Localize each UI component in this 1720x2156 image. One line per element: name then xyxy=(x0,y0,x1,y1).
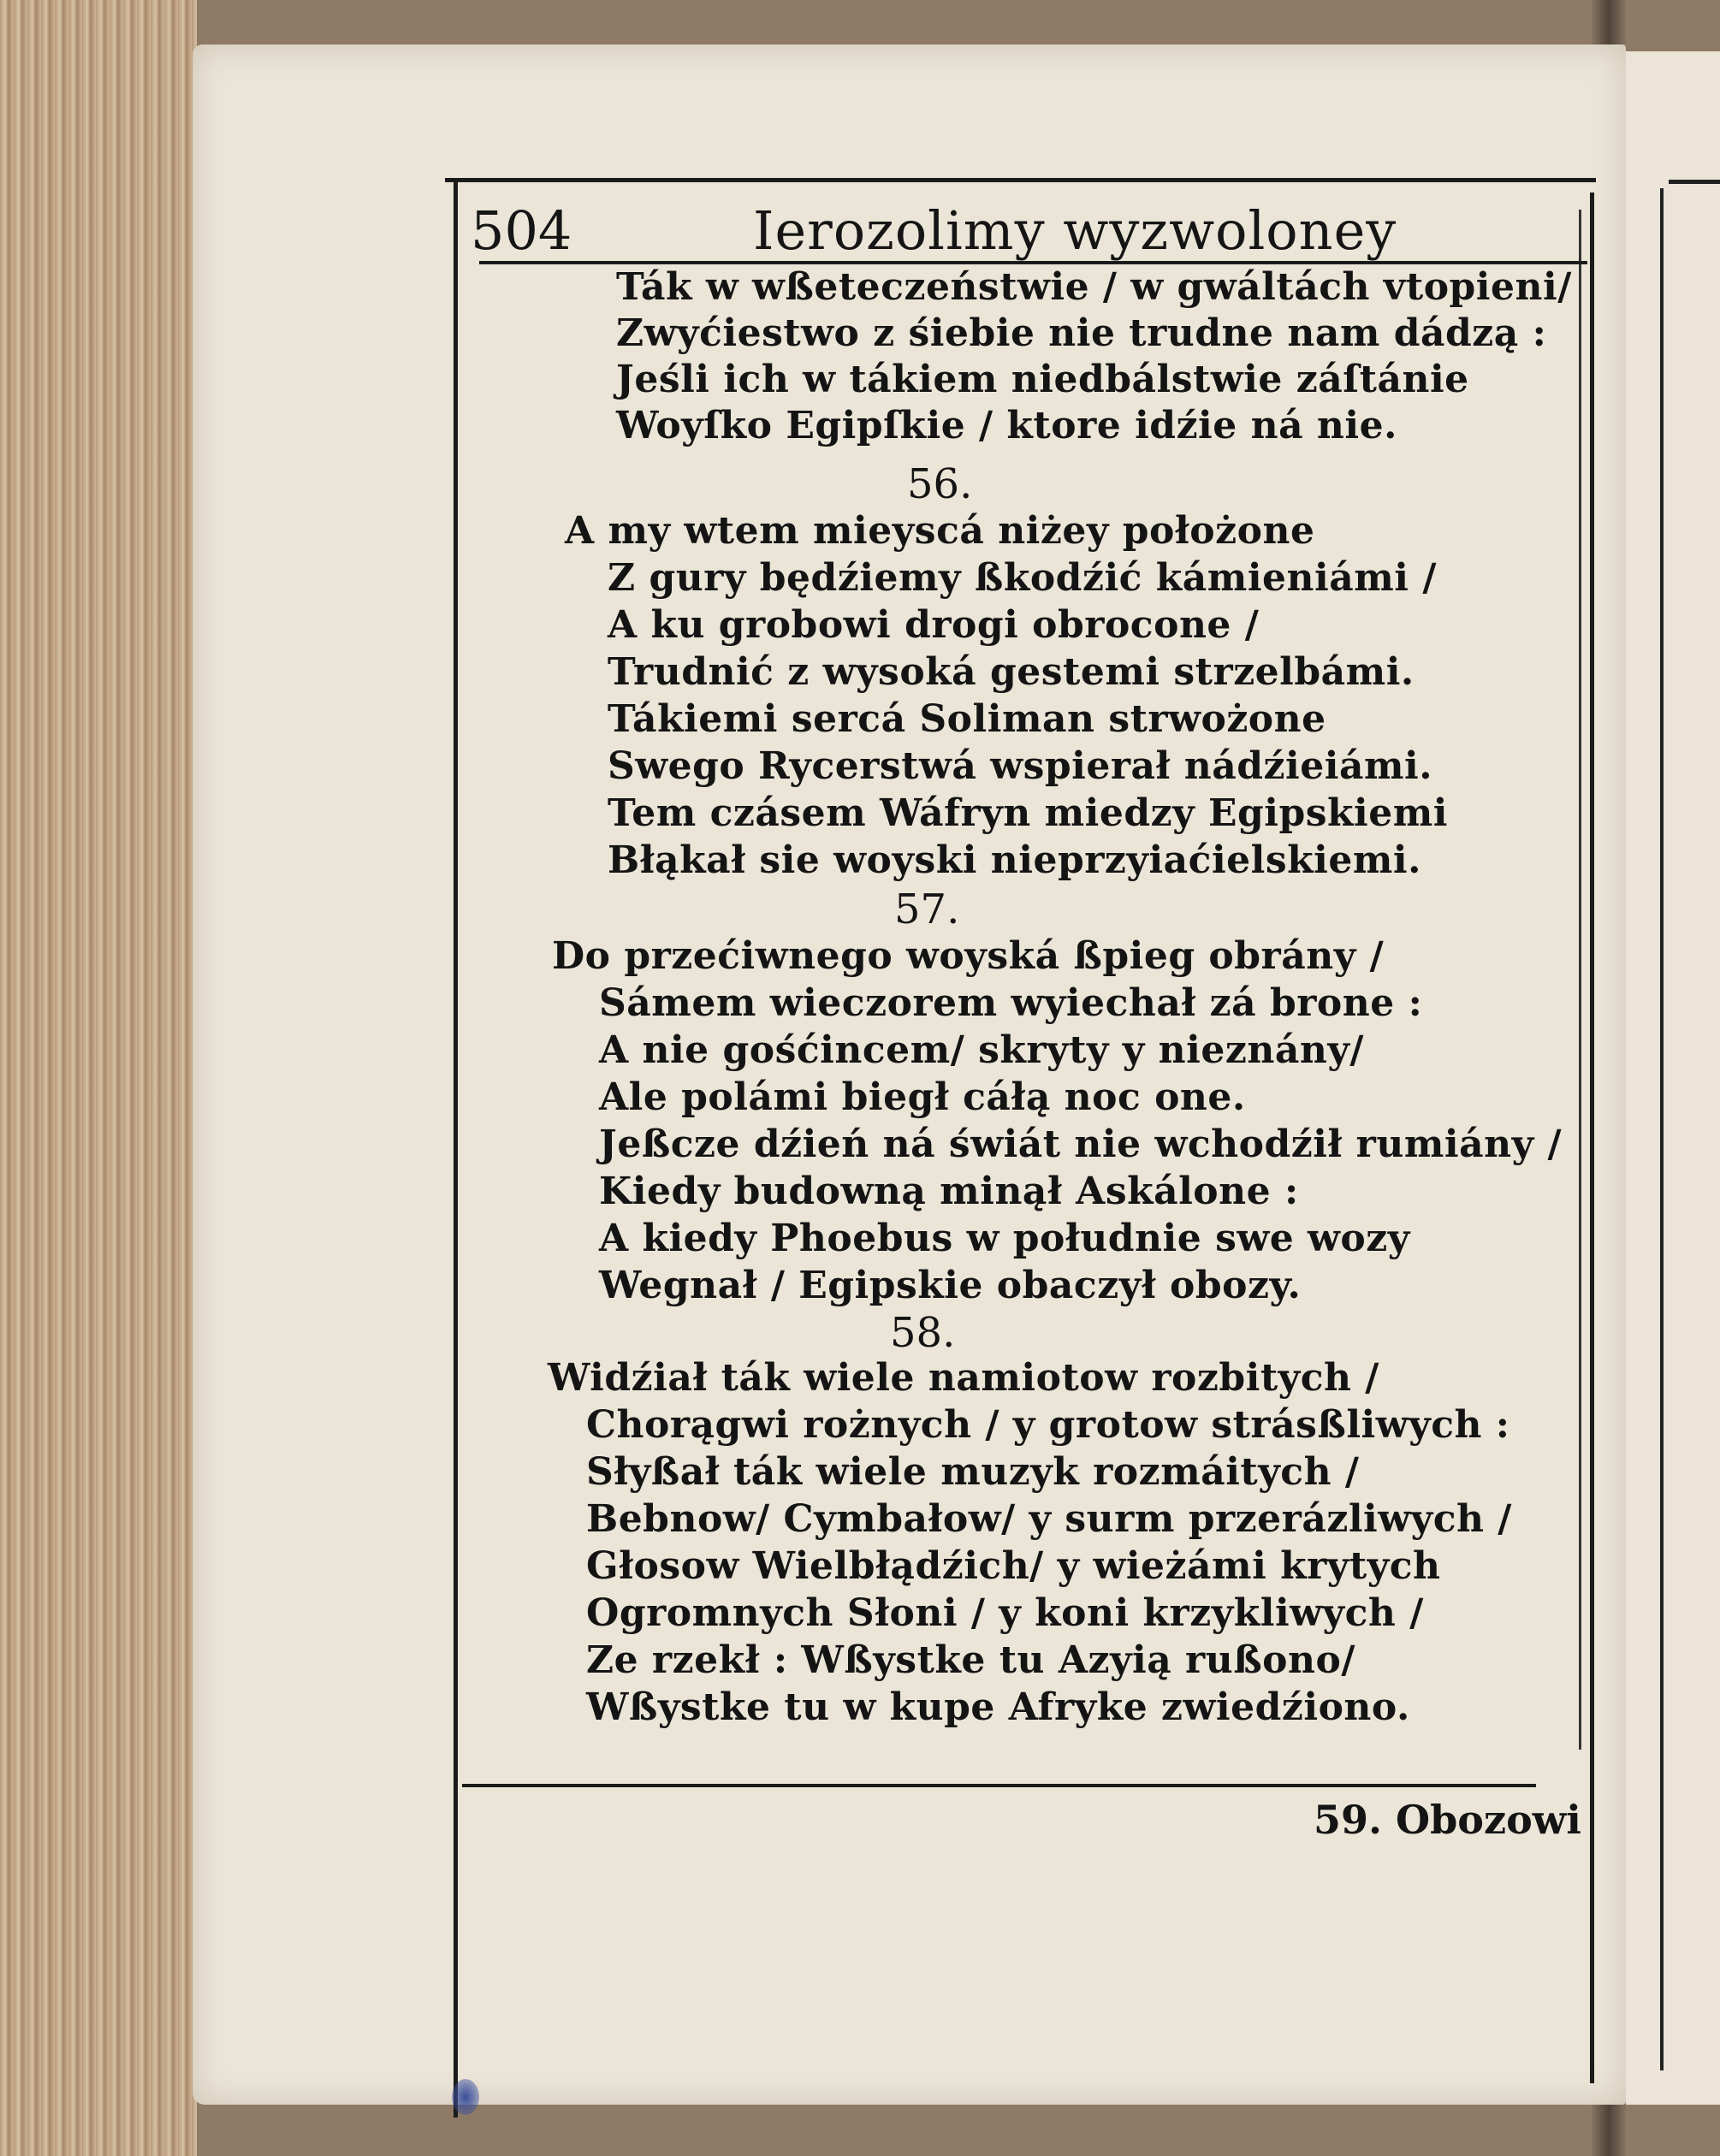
stanza-number: 56. xyxy=(907,460,973,508)
catchword: 59. Obozowi xyxy=(1314,1797,1581,1843)
verse-line: Ták w wßeteczeństwie / w gwáltách vtopieni/ xyxy=(616,265,1572,309)
verse-line: Wegnał / Egipskie obaczył obozy. xyxy=(599,1264,1302,1307)
verse-line: Zwyćiestwo z śiebie nie trudne nam dádzą : xyxy=(616,311,1547,355)
verse-line: Widźiał ták wiele namiotow rozbitych / xyxy=(548,1356,1379,1400)
verse-line: Głosow Wielbłądźich/ y wieżámi krytych xyxy=(586,1544,1441,1588)
frame-left-rule xyxy=(454,180,458,2118)
verse-line: Ale polámi biegł cáłą noc one. xyxy=(599,1075,1246,1119)
running-title: Ierozolimy wyzwoloney xyxy=(753,199,1397,262)
stanza-number: 57. xyxy=(894,886,960,933)
frame-right-rule xyxy=(1590,192,1594,2083)
verse-line: Kiedy budowną minął Askálone : xyxy=(599,1170,1299,1213)
verse-line: Tákiemi sercá Soliman strwożone xyxy=(608,697,1326,741)
verse-line: Wßystke tu w kupe Afryke zwiedźiono. xyxy=(586,1685,1410,1729)
verse-line: Bebnow/ Cymbałow/ y surm przerázliwych / xyxy=(586,1497,1512,1541)
facing-page-fragment xyxy=(1626,51,1720,2105)
frame-top-rule xyxy=(445,178,1596,182)
facing-page-rule xyxy=(1669,180,1720,184)
verse-line: Ze rzekł : Wßystke tu Azyią rußono/ xyxy=(586,1638,1355,1682)
verse-line: A nie gośćincem/ skryty y nieznány/ xyxy=(599,1028,1364,1072)
page-number: 504 xyxy=(471,199,572,262)
verse-line: Chorągwi rożnych / y grotow strásßliwych : xyxy=(586,1403,1510,1447)
verse-line: Błąkał sie woyski nieprzyiaćielskiemi. xyxy=(608,838,1421,882)
verse-line: Z gury będźiemy ßkodźić kámieniámi / xyxy=(608,556,1437,600)
footer-rule xyxy=(462,1784,1536,1787)
book-page-edges xyxy=(0,0,197,2156)
verse-line: Jeßcze dźień ná świát nie wchodźił rumiány / xyxy=(599,1122,1563,1166)
facing-page-frame xyxy=(1660,188,1664,2070)
frame-right-inner-rule xyxy=(1579,210,1581,1750)
verse-line: Woyſko Egipſkie / ktore idźie ná nie. xyxy=(616,404,1397,447)
verse-line: Tem czásem Wáfryn miedzy Egipskiemi xyxy=(608,791,1448,835)
ink-stain xyxy=(452,2079,479,2115)
verse-line: A my wtem mieyscá niżey położone xyxy=(565,509,1315,553)
verse-line: A ku grobowi drogi obrocone / xyxy=(608,603,1260,647)
verse-line: A kiedy Phoebus w południe swe wozy xyxy=(599,1217,1410,1260)
verse-line: Słyßał ták wiele muzyk rozmáitych / xyxy=(586,1450,1360,1494)
verse-line: Jeśli ich w tákiem niedbálstwie záſtánie xyxy=(616,358,1469,401)
verse-line: Sámem wieczorem wyiechał zá brone : xyxy=(599,981,1423,1025)
verse-line: Trudnić z wysoká gestemi strzelbámi. xyxy=(608,650,1415,694)
verse-line: Do przećiwnego woyská ßpieg obrány / xyxy=(552,934,1385,978)
verse-line: Swego Rycerstwá wspierał nádźieiámi. xyxy=(608,744,1433,788)
stanza-number: 58. xyxy=(890,1309,956,1357)
page-header xyxy=(471,192,1583,261)
verse-line: Ogromnych Słoni / y koni krzykliwych / xyxy=(586,1591,1424,1635)
